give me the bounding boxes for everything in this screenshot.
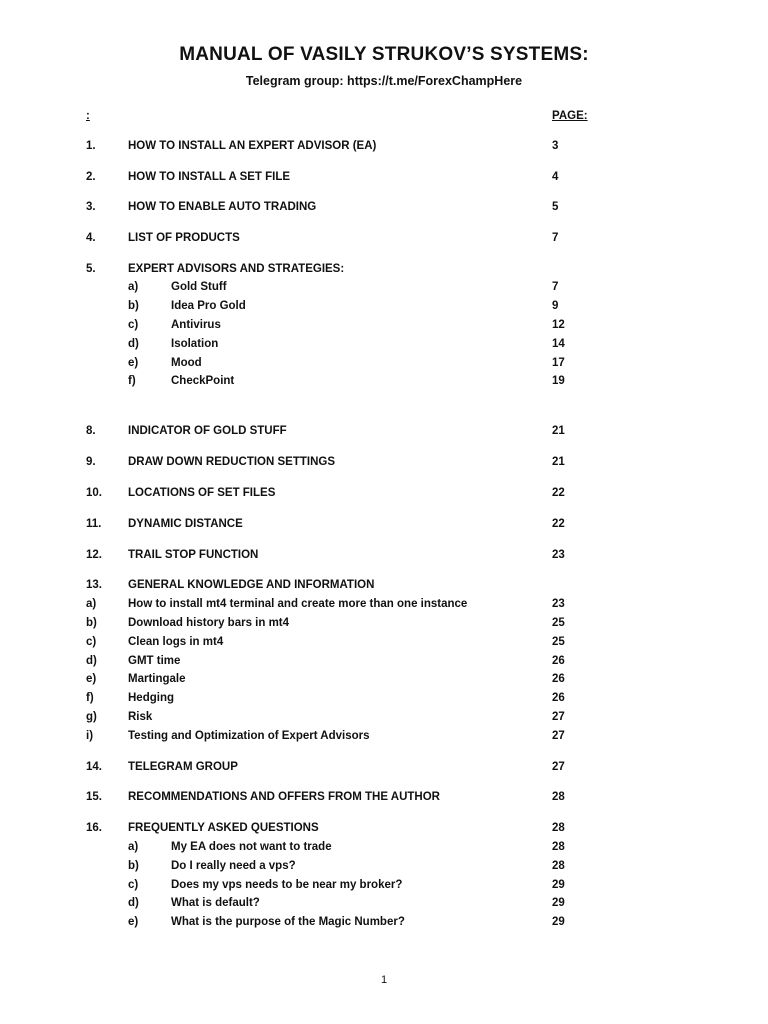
toc-entry-label: GMT time — [128, 655, 181, 667]
toc-entry-label: Clean logs in mt4 — [128, 636, 224, 648]
toc-subentry — [0, 914, 768, 930]
toc-entry-number: 12. — [86, 549, 102, 561]
toc-entry-number: g) — [86, 711, 97, 723]
toc-subentry — [0, 336, 768, 352]
toc-entry-label: My EA does not want to trade — [171, 841, 332, 853]
toc-entry-number: a) — [86, 598, 97, 610]
toc-entry-number: 5. — [86, 263, 96, 275]
toc-entry-number: b) — [86, 617, 97, 629]
toc-subentry — [0, 298, 768, 314]
toc-entry — [0, 728, 768, 744]
toc-entry-page: 28 — [552, 860, 565, 872]
toc-entry-label: DYNAMIC DISTANCE — [128, 518, 243, 530]
toc-entry — [0, 653, 768, 669]
toc-entry-number: 15. — [86, 791, 102, 803]
toc-entry-label: GENERAL KNOWLEDGE AND INFORMATION — [128, 579, 375, 591]
toc-entry-label: CheckPoint — [171, 375, 235, 387]
toc-entry-label: Download history bars in mt4 — [128, 617, 290, 629]
toc-entry-label: How to install mt4 terminal and create more than one instance — [128, 598, 468, 610]
toc-entry-number: b) — [128, 300, 139, 312]
toc-entry — [0, 759, 768, 775]
toc-entry — [0, 671, 768, 687]
toc-entry-page: 5 — [552, 201, 559, 213]
toc-entry-number: e) — [128, 916, 139, 928]
toc-header-page: PAGE: — [552, 110, 588, 122]
toc-entry-label: TRAIL STOP FUNCTION — [128, 549, 259, 561]
toc-subentry — [0, 858, 768, 874]
toc-entry-number: f) — [128, 375, 136, 387]
toc-entry-label: TELEGRAM GROUP — [128, 761, 238, 773]
toc-entry-page: 22 — [552, 487, 565, 499]
toc-entry-label: HOW TO INSTALL A SET FILE — [128, 171, 291, 183]
toc-entry-page: 7 — [552, 232, 559, 244]
toc-entry-number: d) — [86, 655, 97, 667]
toc-entry-label: LIST OF PRODUCTS — [128, 232, 240, 244]
toc-entry-page: 14 — [552, 338, 565, 350]
toc-entry-label: Mood — [171, 357, 202, 369]
toc-entry — [0, 577, 768, 593]
toc-entry-number: f) — [86, 692, 94, 704]
toc-entry-page: 25 — [552, 617, 565, 629]
toc-entry-label: What is default? — [171, 897, 260, 909]
toc-entry-page: 29 — [552, 916, 565, 928]
toc-entry-label: RECOMMENDATIONS AND OFFERS FROM THE AUTHOR — [128, 791, 440, 803]
toc-entry-label: Idea Pro Gold — [171, 300, 246, 312]
toc-entry-label: Martingale — [128, 673, 186, 685]
toc-entry-number: d) — [128, 338, 139, 350]
toc-entry-label: Does my vps needs to be near my broker? — [171, 879, 403, 891]
toc-entry-number: 13. — [86, 579, 102, 591]
toc-subentry — [0, 355, 768, 371]
toc-entry — [0, 596, 768, 612]
toc-entry-page: 22 — [552, 518, 565, 530]
toc-entry-number: a) — [128, 281, 139, 293]
toc-entry-label: HOW TO ENABLE AUTO TRADING — [128, 201, 317, 213]
toc-entry-page: 26 — [552, 655, 565, 667]
toc-entry-page: 27 — [552, 761, 565, 773]
toc-entry-number: c) — [128, 879, 139, 891]
toc-entry-page: 4 — [552, 171, 559, 183]
toc-entry-number: d) — [128, 897, 139, 909]
toc-entry-page: 28 — [552, 841, 565, 853]
toc-subentry — [0, 279, 768, 295]
toc-entry-label: Testing and Optimization of Expert Advisors — [128, 730, 370, 742]
toc-entry-label: FREQUENTLY ASKED QUESTIONS — [128, 822, 319, 834]
toc-entry — [0, 138, 768, 154]
toc-entry-page: 17 — [552, 357, 565, 369]
toc-entry — [0, 820, 768, 836]
toc-entry-number: 11. — [86, 518, 102, 530]
toc-entry-label: DRAW DOWN REDUCTION SETTINGS — [128, 456, 335, 468]
toc-entry-page: 29 — [552, 897, 565, 909]
toc-entry-page: 21 — [552, 456, 565, 468]
toc-entry-page: 12 — [552, 319, 565, 331]
toc-entry-number: c) — [128, 319, 139, 331]
toc-entry-number: c) — [86, 636, 97, 648]
toc-entry-number: 4. — [86, 232, 96, 244]
toc-entry-page: 26 — [552, 692, 565, 704]
document-title: MANUAL OF VASILY STRUKOV’S SYSTEMS: — [179, 44, 589, 65]
toc-entry — [0, 454, 768, 470]
toc-entry — [0, 261, 768, 277]
toc-entry — [0, 169, 768, 185]
toc-entry-label: EXPERT ADVISORS AND STRATEGIES: — [128, 263, 345, 275]
toc-entry — [0, 423, 768, 439]
toc-entry-number: i) — [86, 730, 94, 742]
toc-entry-page: 19 — [552, 375, 565, 387]
toc-header — [0, 108, 768, 124]
toc-entry-number: 3. — [86, 201, 96, 213]
toc-entry — [0, 789, 768, 805]
toc-entry-page: 23 — [552, 549, 565, 561]
toc-subentry — [0, 373, 768, 389]
toc-entry — [0, 547, 768, 563]
toc-entry-page: 21 — [552, 425, 565, 437]
toc-entry-page: 29 — [552, 879, 565, 891]
toc-entry-number: b) — [128, 860, 139, 872]
toc-entry-page: 28 — [552, 822, 565, 834]
toc-entry-label: HOW TO INSTALL AN EXPERT ADVISOR (EA) — [128, 140, 377, 152]
toc-entry-page: 28 — [552, 791, 565, 803]
toc-entry — [0, 199, 768, 215]
toc-entry-number: 1. — [86, 140, 96, 152]
toc-entry-page: 3 — [552, 140, 559, 152]
toc-entry-page: 23 — [552, 598, 565, 610]
toc-entry — [0, 485, 768, 501]
toc-entry-label: Isolation — [171, 338, 219, 350]
toc-entry-number: 16. — [86, 822, 102, 834]
toc-entry-page: 25 — [552, 636, 565, 648]
toc-entry-label: Gold Stuff — [171, 281, 227, 293]
toc-entry-number: 14. — [86, 761, 102, 773]
toc-entry-number: 8. — [86, 425, 96, 437]
toc-entry-page: 27 — [552, 711, 565, 723]
toc-subentry — [0, 839, 768, 855]
toc-entry-number: 10. — [86, 487, 102, 499]
toc-entry — [0, 709, 768, 725]
toc-entry-label: What is the purpose of the Magic Number? — [171, 916, 405, 928]
toc-entry — [0, 516, 768, 532]
toc-entry-label: Do I really need a vps? — [171, 860, 296, 872]
toc-entry-label: INDICATOR OF GOLD STUFF — [128, 425, 287, 437]
toc-entry — [0, 690, 768, 706]
toc-entry-number: e) — [86, 673, 97, 685]
toc-entry-number: 2. — [86, 171, 96, 183]
toc-entry-label: Risk — [128, 711, 153, 723]
toc-entry-page: 9 — [552, 300, 559, 312]
toc-subentry — [0, 895, 768, 911]
toc-entry-page: 27 — [552, 730, 565, 742]
page-number-footer: 1 — [380, 974, 388, 986]
toc-header-left: : — [86, 110, 90, 122]
toc-subentry — [0, 877, 768, 893]
toc-subentry — [0, 317, 768, 333]
toc-entry — [0, 230, 768, 246]
toc-entry-page: 26 — [552, 673, 565, 685]
toc-entry-label: Antivirus — [171, 319, 221, 331]
toc-entry-number: a) — [128, 841, 139, 853]
telegram-subtitle: Telegram group: https://t.me/ForexChampHere — [245, 74, 523, 88]
toc-entry-number: e) — [128, 357, 139, 369]
toc-entry-label: Hedging — [128, 692, 174, 704]
toc-entry-label: LOCATIONS OF SET FILES — [128, 487, 276, 499]
toc-entry — [0, 615, 768, 631]
toc-entry — [0, 634, 768, 650]
toc-entry-number: 9. — [86, 456, 96, 468]
toc-entry-page: 7 — [552, 281, 559, 293]
